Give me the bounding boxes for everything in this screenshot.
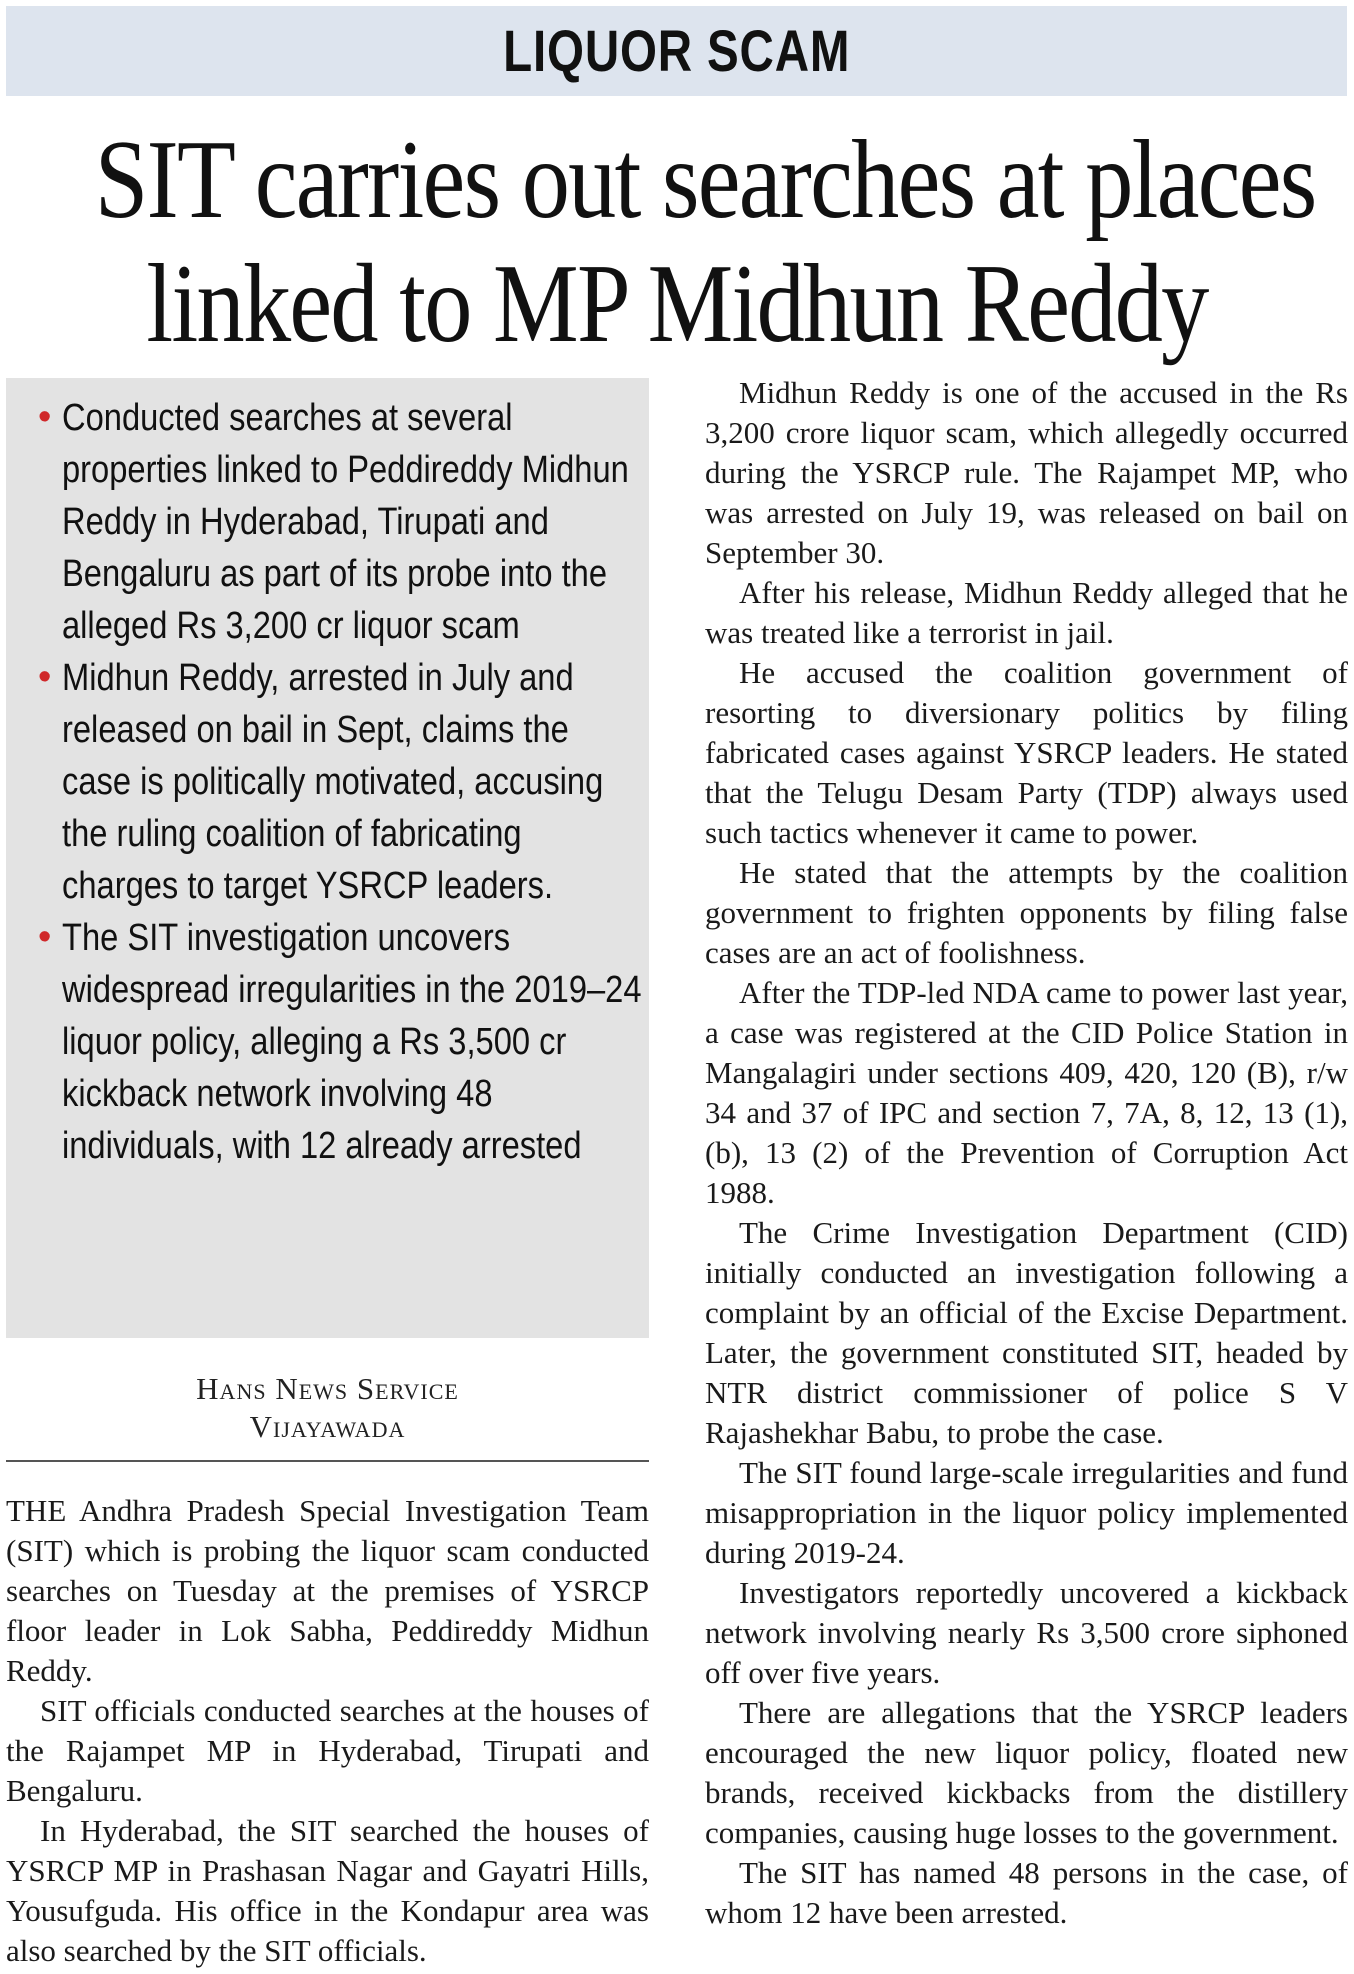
body-paragraph: Midhun Reddy is one of the accused in the Rs 3,200 crore liquor scam, which allegedly occurred during the YSRCP rule. The Rajampet MP, who was arrested on July 19, was released on bail on September 30. <box>705 375 1348 570</box>
body-paragraph: The Crime Investigation Department (CID) initially conducted an investigation following a complaint by an official of the Excise Department. Later, the government constituted SIT, headed by NTR district commissioner of police S V Rajashekhar Babu, to probe the case. <box>705 1215 1348 1450</box>
bullet-icon: • <box>38 656 52 698</box>
highlight-item <box>30 652 629 912</box>
body-paragraph: SIT officials conducted searches at the houses of the Rajampet MP in Hyderabad, Tirupati and Bengaluru. <box>6 1693 649 1808</box>
section-kicker <box>6 6 1347 96</box>
byline-agency: Hans News Service <box>196 1371 459 1406</box>
body-paragraph: He accused the coalition government of resorting to diversionary politics by filing fabricated cases against YSRCP leaders. He stated that the Telugu Desam Party (TDP) always used such tactics whenever it came to power. <box>705 655 1348 850</box>
bullet-icon: • <box>38 916 52 958</box>
bullet-icon: • <box>38 396 52 438</box>
body-paragraph: In Hyderabad, the SIT searched the houses of YSRCP MP in Prashasan Nagar and Gayatri Hills, Yousufguda. His office in the Kondapur area was also searched by the SIT officials. <box>6 1813 649 1968</box>
highlight-text: The SIT investigation uncovers widespread irregularities in the 2019–24 liquor policy, alleging a Rs 3,500 cr kickback network involving 48 individuals, with 12 already arrested <box>62 917 642 1167</box>
body-paragraph: Investigators reportedly uncovered a kickback network involving nearly Rs 3,500 crore siphoned off over five years. <box>705 1575 1348 1690</box>
highlights-box <box>6 378 649 1338</box>
kicker-text: LIQUOR SCAM <box>502 18 851 84</box>
headline <box>0 118 1354 366</box>
body-paragraph: The SIT found large-scale irregularities and fund misappropriation in the liquor policy implemented during 2019-24. <box>705 1455 1348 1570</box>
highlight-text: Midhun Reddy, arrested in July and released on bail in Sept, claims the case is politically motivated, accusing the ruling coalition of fabricating charges to target YSRCP leaders. <box>62 657 604 907</box>
byline <box>6 1370 649 1446</box>
highlight-text: Conducted searches at several properties linked to Peddireddy Midhun Reddy in Hyderabad, Tirupati and Bengaluru as part of its probe into the alleged Rs 3,200 cr liquor scam <box>62 397 629 647</box>
headline-line-1: SIT carries out searches at places <box>94 118 1316 242</box>
body-paragraph: After his release, Midhun Reddy alleged that he was treated like a terrorist in jail. <box>705 575 1348 650</box>
body-column-left <box>6 1491 649 1971</box>
body-paragraph: There are allegations that the YSRCP leaders encouraged the new liquor policy, floated new brands, received kickbacks from the distillery companies, causing huge losses to the government. <box>705 1695 1348 1850</box>
byline-divider <box>6 1460 649 1462</box>
headline-line-2: linked to MP Midhun Reddy <box>146 242 1208 366</box>
body-paragraph: He stated that the attempts by the coalition government to frighten opponents by filing false cases are an act of foolishness. <box>705 855 1348 970</box>
byline-location: Vijayawada <box>249 1409 406 1444</box>
highlight-item <box>30 392 629 652</box>
body-paragraph: After the TDP-led NDA came to power last year, a case was registered at the CID Police Station in Mangalagiri under sections 409, 420, 120 (B), r/w 34 and 37 of IPC and section 7, 7A, 8, 12, 13 (1), (b), 13 (2) of the Prevention of Corruption Act 1988. <box>705 975 1348 1210</box>
body-column-right <box>705 373 1348 1933</box>
body-paragraph: THE Andhra Pradesh Special Investigation Team (SIT) which is probing the liquor scam conducted searches on Tuesday at the premises of YSRCP floor leader in Lok Sabha, Peddireddy Midhun Reddy. <box>6 1493 649 1688</box>
body-paragraph: The SIT has named 48 persons in the case, of whom 12 have been arrested. <box>705 1855 1348 1930</box>
highlight-item <box>30 912 642 1172</box>
